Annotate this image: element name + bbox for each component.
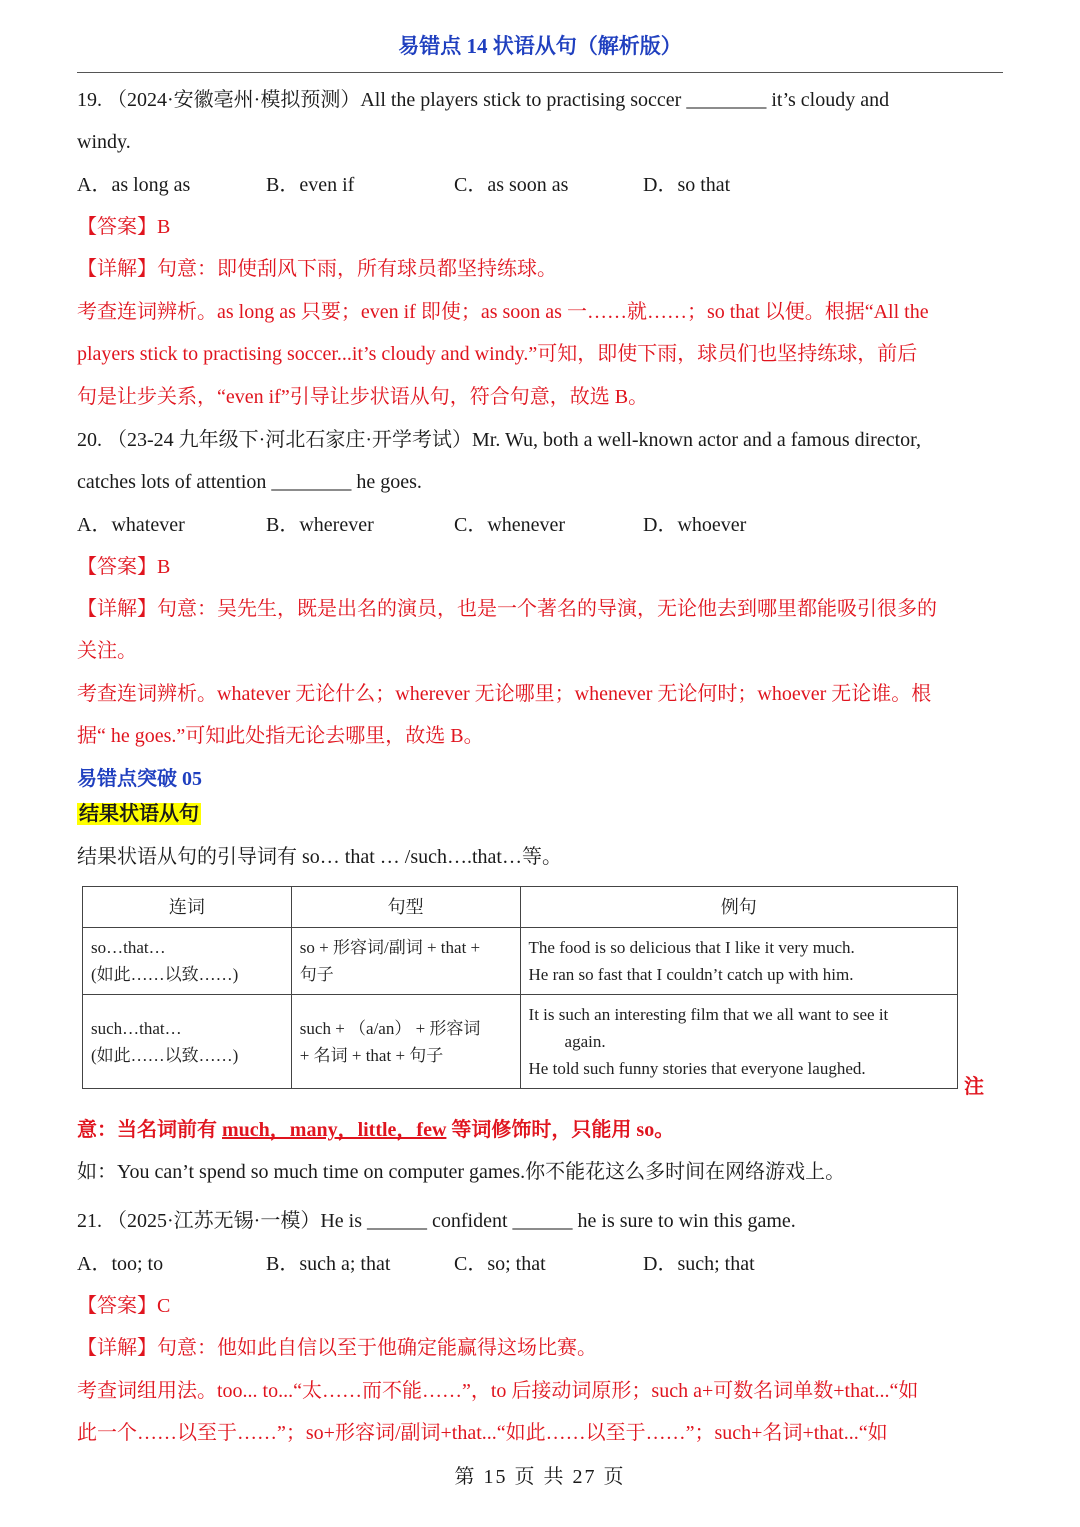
q21-stem: 21. （2025·江苏无锡·一模）He is ______ confident ______ he is sure to win this game. [77,1210,796,1232]
table-cell-pattern [291,995,520,1089]
q19-option-b: B．even if [266,174,355,196]
example-line: It is such an interesting film that we all want to see it [528,1005,889,1024]
section-intro: 结果状语从句的引导词有 so… that … /such….that…等。 [77,846,562,868]
note-keywords: much，many，little，few [222,1119,447,1141]
table-cell-pattern [291,928,520,995]
section-topic: 结果状语从句 [79,803,199,825]
example-line: He ran so fast that I couldn’t catch up with him. [528,965,854,984]
q20-detail-line1: 【详解】句意：吴先生，既是出名的演员，也是一个著名的导演，无论他去到哪里都能吸引很多的 [77,598,937,620]
example-line: again. [564,1032,606,1051]
q20-detail-line2: 关注。 [77,640,137,662]
q20-answer: 【答案】B [77,556,171,578]
q20-analysis-line2: 据“ he goes.”可知此处指无论去哪里，故选 B。 [77,725,484,747]
page-number: 第 15 页 共 27 页 [454,1466,626,1488]
q20-analysis-line1: 考查连词辨析。whatever 无论什么；wherever 无论哪里；whenever 无论何时；whoever 无论谁。根 [77,683,932,705]
note-prefix: 意：当名词前有 [77,1119,222,1141]
q19-option-d: D．so that [643,174,731,196]
table-cell-example [520,928,957,995]
q21-analysis-line1: 考查词组用法。too... to...“太……而不能……”，to 后接动词原形；such a+可数名词单数+that...“如 [77,1380,919,1402]
page-header-title: 易错点 14 状语从句（解析版） [398,34,682,58]
table-cell-conjunction [83,995,292,1089]
pattern-line: so + 形容词/副词 + that + [299,938,481,957]
q21-option-a: A．too; to [77,1253,164,1275]
note-example: 如：You can’t spend so much time on computer games.你不能花这么多时间在网络游戏上。 [77,1161,846,1183]
table-row [83,928,958,995]
q19-analysis-line2: players stick to practising soccer...it’s cloudy and windy.”可知，即使下雨，球员们也坚持练球，前后 [77,343,918,365]
q21-answer: 【答案】C [77,1295,171,1317]
example-line: The food is so delicious that I like it very much. [528,938,855,957]
q21-option-d: D．such; that [643,1253,755,1275]
header-divider [77,72,1003,73]
q19-analysis-line3: 句是让步关系，“even if”引导让步状语从句，符合句意，故选 B。 [77,386,649,408]
table-cell-conjunction [83,928,292,995]
q20-option-d: D．whoever [643,514,747,536]
pattern-line: such + （a/an） + 形容词 [299,1018,481,1038]
q19-stem-line1: 19. （2024·安徽亳州·模拟预测）All the players stick to practising soccer ________ it’s cloudy and [77,89,890,111]
q21-option-c: C．so; that [454,1253,546,1275]
note-head-char: 注 [964,1076,984,1098]
section-topic-wrapper [77,800,201,828]
q19-stem-line2: windy. [77,131,131,153]
q20-stem-line1: 20. （23-24 九年级下·河北石家庄·开学考试）Mr. Wu, both a well-known actor and a famous director, [77,429,921,451]
q20-option-b: B．wherever [266,514,374,536]
q19-answer: 【答案】B [77,216,171,238]
note-text [77,1116,674,1144]
q19-option-a: A．as long as [77,174,191,196]
q21-detail: 【详解】句意：他如此自信以至于他确定能赢得这场比赛。 [77,1337,597,1359]
table-header-example: 例句 [520,887,957,928]
table-header-row [83,887,958,928]
q20-option-c: C．whenever [454,514,566,536]
example-line: He told such funny stories that everyone laughed. [528,1059,866,1078]
conj-meaning: (如此……以致……) [91,965,239,984]
table-row [83,995,958,1089]
q21-analysis-line2: 此一个……以至于……”；so+形容词/副词+that...“如此……以至于……”；such+名词+that...“如 [77,1422,888,1444]
note-suffix: 等词修饰时，只能用 so。 [446,1119,675,1141]
result-clause-table [82,886,958,1089]
pattern-line: 句子 [299,965,334,984]
table-header-conjunction: 连词 [83,887,292,928]
conj-line: such…that… [91,1018,182,1038]
table-header-pattern: 句型 [291,887,520,928]
q19-option-c: C．as soon as [454,174,569,196]
conj-meaning: (如此……以致……) [91,1045,239,1065]
q20-stem-line2: catches lots of attention ________ he goes. [77,471,422,493]
q21-option-b: B．such a; that [266,1253,391,1275]
q20-option-a: A．whatever [77,514,185,536]
q19-detail: 【详解】句意：即使刮风下雨，所有球员都坚持练球。 [77,258,557,280]
q19-analysis-line1: 考查连词辨析。as long as 只要；even if 即使；as soon as 一……就……；so that 以便。根据“All the [77,301,929,323]
table-cell-example [520,995,957,1089]
section-title: 易错点突破 05 [77,768,202,790]
pattern-line: + 名词 + that + 句子 [299,1045,444,1065]
conj-line: so…that… [91,938,166,957]
